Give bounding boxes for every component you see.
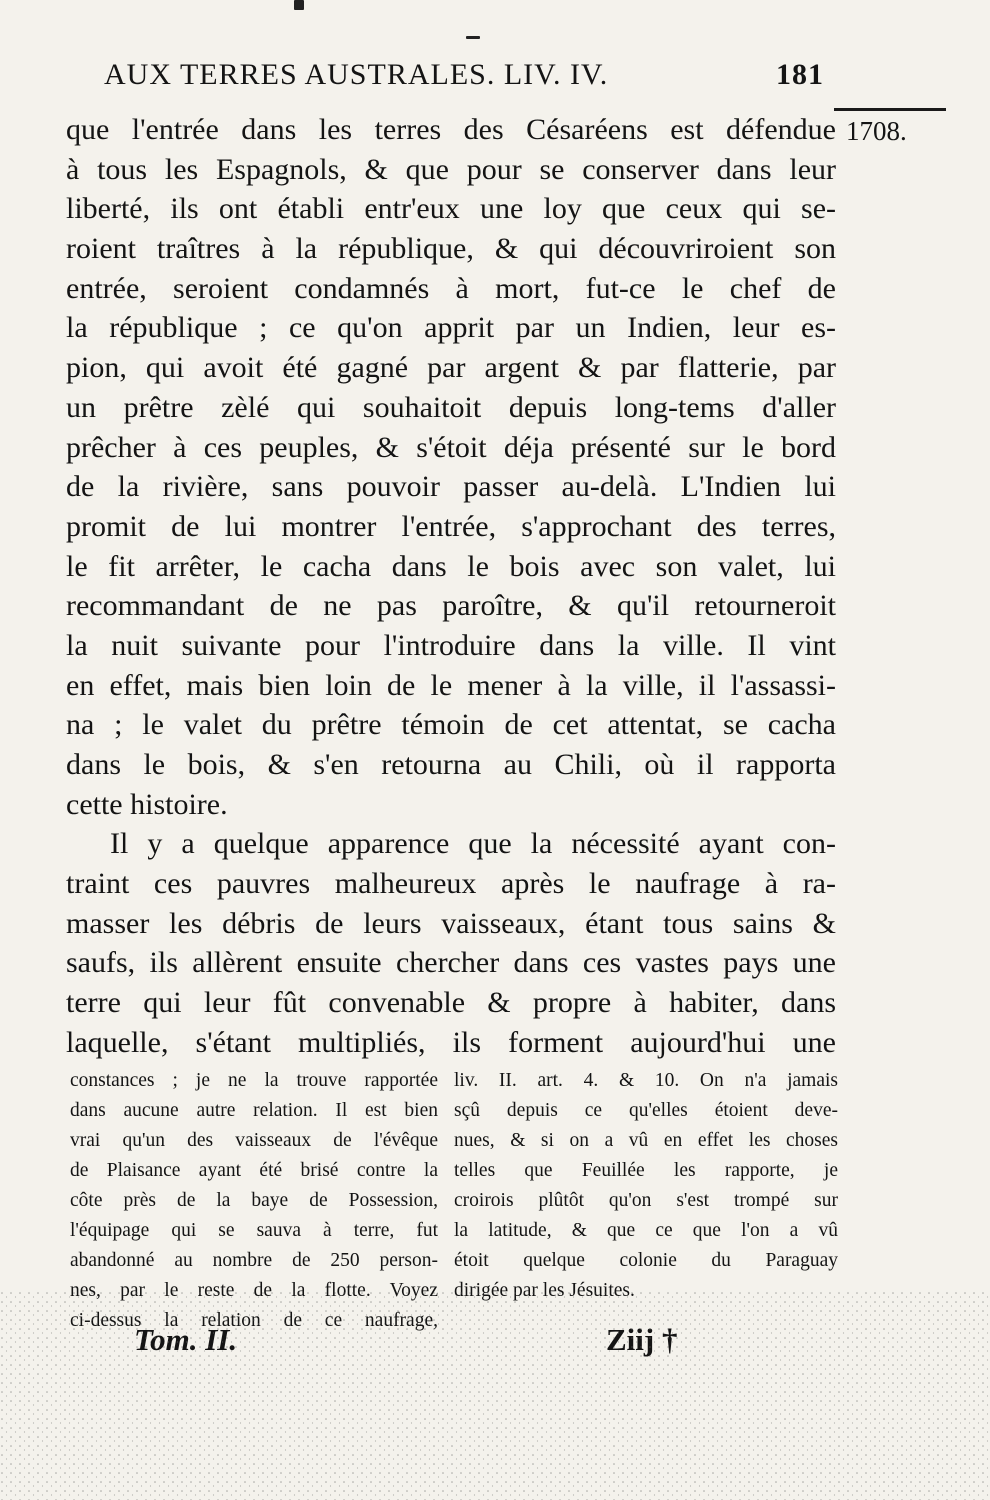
footnote-line: telles que Feuillée les rapporte, je — [454, 1160, 838, 1181]
text-line: de la rivière, sans pouvoir passer au-delà. L'Indien lui — [66, 470, 836, 504]
text-line: liberté, ils ont établi entr'eux une loy que ceux qui se- — [66, 192, 836, 226]
text-line: pion, qui avoit été gagné par argent & par flatterie, par — [66, 351, 836, 385]
footnote-line: étoit quelque colonie du Paraguay — [454, 1250, 838, 1271]
margin-rule — [834, 108, 946, 111]
footnote-line: côte près de la baye de Possession, — [70, 1190, 438, 1211]
text-line: en effet, mais bien loin de le mener à la ville, il l'assassi- — [66, 668, 836, 702]
running-head — [104, 58, 824, 98]
print-speck — [294, 0, 304, 10]
paragraph-start-line: Il y a quelque apparence que la nécessité ayant con- — [110, 827, 836, 861]
footnote-line: la latitude, & que ce que l'on a vû — [454, 1220, 838, 1241]
text-line: la république ; ce qu'on apprit par un Indien, leur es- — [66, 311, 836, 345]
footnote-column-right — [454, 1066, 838, 1306]
running-head-title: AUX TERRES AUSTRALES. LIV. IV. — [104, 58, 609, 91]
paragraph-end-line: cette histoire. — [66, 787, 228, 821]
text-line: la nuit suivante pour l'introduire dans la ville. Il vint — [66, 628, 836, 662]
text-line: prêcher à ces peuples, & s'étoit déja présenté sur le bord — [66, 430, 836, 464]
text-line: un prêtre zèlé qui souhaitoit depuis long-tems d'aller — [66, 390, 836, 424]
print-speck — [466, 36, 480, 39]
footnote-line: liv. II. art. 4. & 10. On n'a jamais — [454, 1070, 838, 1091]
main-text-block — [66, 110, 836, 1063]
footnote-line: croirois plûtôt qu'on s'est trompé sur — [454, 1190, 838, 1211]
text-line: na ; le valet du prêtre témoin de cet attentat, se cacha — [66, 708, 836, 742]
page-number: 181 — [776, 58, 824, 91]
text-line: entrée, seroient condamnés à mort, fut-ce le chef de — [66, 271, 836, 305]
text-line: recommandant de ne pas paroître, & qu'il retourneroit — [66, 589, 836, 623]
text-line: dans le bois, & s'en retourna au Chili, où il rapporta — [66, 748, 836, 781]
text-line: à tous les Espagnols, & que pour se conserver dans leur — [66, 152, 836, 186]
text-line: saufs, ils allèrent ensuite chercher dans ces vastes pays une — [66, 946, 836, 980]
footnote-line: l'équipage qui se sauva à terre, fut — [70, 1220, 438, 1241]
margin-year: 1708. — [846, 116, 907, 146]
text-line: promit de lui montrer l'entrée, s'approchant des terres, — [66, 509, 836, 543]
text-line: roient traîtres à la république, & qui découvriroient son — [66, 232, 836, 266]
footnote-line: sçû depuis ce qu'elles étoient deve- — [454, 1100, 838, 1121]
text-line: laquelle, s'étant multipliés, ils forment aujourd'hui une — [66, 1025, 836, 1059]
text-line: que l'entrée dans les terres des Césaréens est défendue — [66, 113, 836, 146]
footnote-line: nues, & si on a vû en effet les choses — [454, 1130, 838, 1151]
text-line: le fit arrêter, le cacha dans le bois avec son valet, lui — [66, 549, 836, 583]
footnote-line: vrai qu'un des vaisseaux de l'évêque — [70, 1130, 438, 1151]
footnote-line: constances ; je ne la trouve rapportée — [70, 1070, 438, 1091]
footnote-line: abandonné au nombre de 250 person- — [70, 1250, 438, 1271]
text-line: masser les débris de leurs vaisseaux, étant tous sains & — [66, 906, 836, 940]
scan-noise — [0, 1290, 990, 1500]
text-line: traint ces pauvres malheureux après le naufrage à ra- — [66, 867, 836, 901]
footnote-line: de Plaisance ayant été brisé contre la — [70, 1160, 438, 1181]
text-line: terre qui leur fût convenable & propre à habiter, dans — [66, 986, 836, 1020]
footnote-line: dans aucune autre relation. Il est bien — [70, 1100, 438, 1121]
